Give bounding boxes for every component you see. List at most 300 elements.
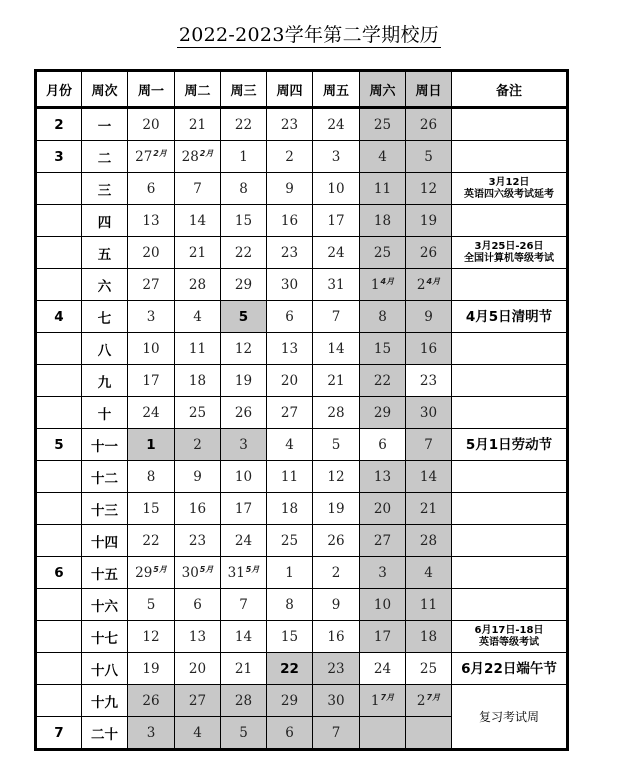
month-cell: 2 (36, 108, 82, 141)
day-number: 4 (424, 564, 433, 581)
day-number: 24 (142, 404, 160, 421)
day-number: 14 (188, 212, 207, 229)
calendar-title-text: 2022-2023学年第二学期校历 (178, 24, 440, 46)
day-cell (175, 685, 221, 717)
week-number-cell: 三 (82, 173, 128, 205)
day-cell (175, 621, 221, 653)
week-number-cell: 十三 (82, 493, 128, 525)
week-number-cell: 十五 (82, 557, 128, 589)
note-line: 3月25日-26日 (474, 240, 544, 252)
day-number: 3 (331, 148, 341, 165)
header-thu: 周四 (267, 71, 313, 108)
month-cell (36, 461, 82, 493)
day-cell (313, 429, 360, 461)
day-cell (406, 397, 452, 429)
note-cell (452, 557, 568, 589)
day-number: 9 (331, 596, 341, 613)
day-cell (128, 141, 175, 173)
month-marker: 2月 (153, 149, 167, 158)
day-number: 20 (280, 372, 299, 389)
week-number-cell: 八 (82, 333, 128, 365)
day-cell (128, 685, 175, 717)
day-number: 15 (280, 628, 299, 645)
week-number-cell: 十四 (82, 525, 128, 557)
note-cell (452, 301, 568, 333)
note-cell (452, 205, 568, 237)
day-cell (267, 237, 313, 269)
day-number: 3 (378, 564, 387, 581)
day-number: 19 (234, 372, 253, 389)
day-number: 27 (188, 692, 207, 709)
day-number: 28 (181, 149, 199, 165)
day-cell (221, 653, 267, 685)
day-number: 29 (280, 692, 299, 709)
day-cell (313, 205, 360, 237)
header-row (36, 71, 568, 108)
day-cell (175, 205, 221, 237)
day-cell (175, 301, 221, 333)
day-number: 2 (193, 436, 202, 453)
day-cell (406, 621, 452, 653)
day-number: 4 (193, 308, 202, 325)
day-number: 12 (142, 628, 160, 645)
week-row (36, 589, 568, 621)
day-number: 5 (146, 596, 156, 613)
week-number-cell: 十六 (82, 589, 128, 621)
week-number-cell: 五 (82, 237, 128, 269)
day-cell (406, 589, 452, 621)
day-number: 19 (142, 660, 160, 677)
day-number: 14 (419, 468, 438, 485)
day-number: 8 (378, 308, 387, 325)
day-number: 13 (188, 628, 207, 645)
day-number: 15 (373, 340, 392, 357)
day-number: 27 (142, 276, 160, 293)
note-cell (452, 493, 568, 525)
day-number: 2 (285, 148, 294, 165)
month-cell (36, 205, 82, 237)
day-cell (360, 653, 406, 685)
note-line: 3月12日 (488, 176, 530, 188)
day-cell (313, 173, 360, 205)
day-cell (267, 461, 313, 493)
day-cell (221, 237, 267, 269)
day-number: 7 (331, 308, 341, 325)
note-cell (452, 685, 568, 750)
day-cell (406, 653, 452, 685)
month-marker: 5月 (153, 565, 167, 574)
week-row (36, 141, 568, 173)
day-number: 13 (142, 212, 160, 229)
day-cell (360, 269, 406, 301)
day-number: 4 (378, 148, 387, 165)
day-cell (360, 621, 406, 653)
day-number: 21 (419, 500, 438, 517)
day-number: 10 (234, 468, 253, 485)
day-cell (406, 269, 452, 301)
day-cell (175, 557, 221, 589)
day-number: 10 (327, 180, 345, 197)
week-row (36, 173, 568, 205)
day-cell (267, 653, 313, 685)
day-cell (360, 557, 406, 589)
day-number: 1 (370, 693, 380, 709)
week-row (36, 557, 568, 589)
day-number: 9 (193, 468, 202, 485)
note-cell (452, 365, 568, 397)
day-cell (360, 717, 406, 750)
day-number: 2 (331, 564, 341, 581)
header-fri: 周五 (313, 71, 360, 108)
day-number: 6 (378, 436, 387, 453)
week-row (36, 493, 568, 525)
day-cell (360, 685, 406, 717)
note-cell (452, 589, 568, 621)
day-number: 26 (419, 244, 438, 261)
header-tue: 周二 (175, 71, 221, 108)
month-marker: 7月 (380, 693, 395, 702)
day-number: 19 (419, 212, 438, 229)
month-cell (36, 237, 82, 269)
day-cell (175, 365, 221, 397)
day-number: 26 (419, 116, 438, 133)
day-number: 1 (239, 148, 248, 165)
week-row (36, 333, 568, 365)
day-number: 17 (373, 628, 392, 645)
day-cell (175, 493, 221, 525)
day-number: 8 (146, 468, 156, 485)
month-marker: 5月 (245, 565, 260, 574)
header-mon: 周一 (128, 71, 175, 108)
month-cell (36, 397, 82, 429)
day-number: 1 (370, 277, 380, 293)
day-cell (221, 589, 267, 621)
day-number: 26 (142, 692, 160, 709)
day-number: 25 (373, 116, 392, 133)
day-number: 15 (234, 212, 253, 229)
day-cell (313, 461, 360, 493)
day-cell (313, 589, 360, 621)
day-number: 28 (234, 692, 253, 709)
note-cell (452, 333, 568, 365)
day-cell (313, 493, 360, 525)
day-cell (128, 653, 175, 685)
month-cell (36, 173, 82, 205)
month-cell: 5 (36, 429, 82, 461)
note-line: 全国计算机等级考试 (464, 252, 554, 264)
day-number: 6 (285, 724, 294, 741)
day-number: 23 (188, 532, 207, 549)
day-cell (406, 333, 452, 365)
day-number: 16 (327, 628, 345, 645)
day-cell (221, 525, 267, 557)
day-cell (175, 173, 221, 205)
day-cell (360, 205, 406, 237)
day-cell (128, 365, 175, 397)
day-cell (221, 685, 267, 717)
week-number-cell: 十八 (82, 653, 128, 685)
day-cell (267, 141, 313, 173)
day-cell (313, 333, 360, 365)
day-cell (128, 108, 175, 141)
day-number: 22 (280, 660, 299, 677)
note-line: 6月17日-18日 (474, 624, 544, 636)
day-cell (175, 429, 221, 461)
month-cell (36, 685, 82, 717)
day-cell (313, 237, 360, 269)
day-number: 28 (419, 532, 438, 549)
week-number-cell: 二 (82, 141, 128, 173)
day-cell (221, 557, 267, 589)
day-cell (267, 397, 313, 429)
day-number: 20 (373, 500, 392, 517)
week-number-cell: 六 (82, 269, 128, 301)
day-cell (313, 269, 360, 301)
month-cell: 4 (36, 301, 82, 333)
week-number-cell: 十二 (82, 461, 128, 493)
note-cell (452, 653, 568, 685)
week-number-cell: 九 (82, 365, 128, 397)
day-number: 31 (327, 276, 345, 293)
day-number: 6 (146, 180, 156, 197)
day-number: 12 (419, 180, 438, 197)
day-number: 25 (280, 532, 299, 549)
week-number-cell: 十七 (82, 621, 128, 653)
day-number: 3 (239, 436, 248, 453)
month-cell: 7 (36, 717, 82, 750)
day-cell (313, 301, 360, 333)
month-cell (36, 525, 82, 557)
day-number: 30 (181, 565, 199, 581)
day-cell (221, 173, 267, 205)
day-number: 23 (419, 372, 438, 389)
day-cell (128, 557, 175, 589)
day-number: 9 (285, 180, 294, 197)
day-number: 8 (239, 180, 248, 197)
day-number: 28 (327, 404, 345, 421)
day-number: 2 (416, 277, 426, 293)
month-cell: 6 (36, 557, 82, 589)
day-cell (267, 717, 313, 750)
day-cell (406, 141, 452, 173)
day-number: 29 (373, 404, 392, 421)
day-number: 24 (373, 660, 392, 677)
day-cell (221, 461, 267, 493)
day-cell (313, 365, 360, 397)
day-cell (313, 685, 360, 717)
week-row (36, 365, 568, 397)
day-cell (128, 397, 175, 429)
day-cell (267, 557, 313, 589)
day-number: 25 (373, 244, 392, 261)
day-cell (221, 269, 267, 301)
week-number-cell: 四 (82, 205, 128, 237)
day-cell (128, 589, 175, 621)
header-sat: 周六 (360, 71, 406, 108)
day-cell (313, 557, 360, 589)
day-number: 6 (193, 596, 202, 613)
day-number: 25 (188, 404, 207, 421)
day-number: 4 (193, 724, 202, 741)
header-month: 月份 (36, 71, 82, 108)
day-number: 6 (285, 308, 294, 325)
week-number-cell: 二十 (82, 717, 128, 750)
header-sun: 周日 (406, 71, 452, 108)
day-number: 30 (419, 404, 438, 421)
day-number: 7 (424, 436, 433, 453)
note-cell (452, 173, 568, 205)
month-cell (36, 269, 82, 301)
day-number: 21 (234, 660, 253, 677)
day-number: 1 (285, 564, 294, 581)
day-cell (175, 525, 221, 557)
day-number: 19 (327, 500, 345, 517)
day-cell (406, 429, 452, 461)
day-cell (360, 333, 406, 365)
day-cell (267, 621, 313, 653)
day-number: 25 (419, 660, 438, 677)
day-cell (221, 108, 267, 141)
day-number: 18 (188, 372, 207, 389)
day-number: 10 (142, 340, 160, 357)
day-number: 5 (424, 148, 433, 165)
day-cell (221, 333, 267, 365)
day-cell (175, 333, 221, 365)
note-cell (452, 141, 568, 173)
day-number: 20 (188, 660, 207, 677)
day-cell (313, 717, 360, 750)
day-number: 8 (285, 596, 294, 613)
day-cell (360, 461, 406, 493)
note-cell (452, 525, 568, 557)
day-cell (267, 365, 313, 397)
month-cell (36, 493, 82, 525)
day-number: 18 (419, 628, 438, 645)
note-line: 复习考试周 (478, 709, 539, 724)
day-number: 13 (280, 340, 299, 357)
week-row (36, 685, 568, 717)
week-row (36, 461, 568, 493)
day-cell (175, 397, 221, 429)
day-number: 23 (280, 116, 299, 133)
week-row (36, 301, 568, 333)
day-cell (175, 717, 221, 750)
day-cell (175, 141, 221, 173)
day-cell (221, 717, 267, 750)
header-notes: 备注 (452, 71, 568, 108)
day-cell (406, 525, 452, 557)
day-cell (267, 493, 313, 525)
week-row (36, 621, 568, 653)
day-number: 4 (285, 436, 294, 453)
day-number: 28 (188, 276, 207, 293)
day-cell (267, 173, 313, 205)
day-number: 3 (146, 308, 156, 325)
month-cell: 3 (36, 141, 82, 173)
day-cell (360, 397, 406, 429)
note-line: 5月1日劳动节 (465, 436, 553, 453)
note-cell (452, 269, 568, 301)
school-calendar-table (34, 69, 569, 751)
day-cell (267, 589, 313, 621)
day-number: 13 (373, 468, 392, 485)
day-number: 16 (188, 500, 207, 517)
day-number: 5 (238, 308, 249, 325)
day-cell (406, 365, 452, 397)
week-number-cell: 七 (82, 301, 128, 333)
day-number: 12 (327, 468, 345, 485)
day-cell (175, 589, 221, 621)
day-number: 11 (419, 596, 438, 613)
note-cell (452, 108, 568, 141)
day-cell (406, 173, 452, 205)
week-number-cell: 十一 (82, 429, 128, 461)
day-number: 7 (239, 596, 248, 613)
day-number: 24 (234, 532, 253, 549)
day-cell (360, 365, 406, 397)
month-marker: 4月 (426, 277, 441, 286)
calendar-title (0, 20, 618, 47)
day-cell (406, 461, 452, 493)
note-cell (452, 397, 568, 429)
day-number: 22 (234, 116, 253, 133)
day-cell (221, 397, 267, 429)
month-cell (36, 653, 82, 685)
month-marker: 4月 (380, 277, 395, 286)
day-number: 24 (327, 116, 345, 133)
month-cell (36, 333, 82, 365)
day-cell (267, 205, 313, 237)
day-cell (406, 493, 452, 525)
month-marker: 2月 (199, 149, 214, 158)
day-cell (313, 653, 360, 685)
note-cell (452, 429, 568, 461)
day-cell (267, 333, 313, 365)
day-number: 22 (373, 372, 392, 389)
month-cell (36, 589, 82, 621)
day-number: 20 (142, 116, 160, 133)
day-number: 26 (234, 404, 253, 421)
day-number: 29 (135, 565, 153, 581)
day-number: 30 (280, 276, 299, 293)
week-row (36, 653, 568, 685)
day-number: 14 (327, 340, 345, 357)
day-cell (221, 141, 267, 173)
day-cell (406, 685, 452, 717)
day-number: 18 (373, 212, 392, 229)
day-cell (128, 301, 175, 333)
week-row (36, 108, 568, 141)
day-cell (360, 525, 406, 557)
day-number: 31 (227, 565, 245, 581)
day-number: 22 (142, 532, 160, 549)
day-cell (267, 269, 313, 301)
header-wed: 周三 (221, 71, 267, 108)
day-number: 7 (193, 180, 202, 197)
day-number: 27 (135, 149, 153, 165)
day-cell (128, 269, 175, 301)
day-number: 23 (280, 244, 299, 261)
day-cell (128, 461, 175, 493)
day-number: 3 (146, 724, 156, 741)
header-week: 周次 (82, 71, 128, 108)
month-cell (36, 621, 82, 653)
day-number: 26 (327, 532, 345, 549)
day-cell (221, 621, 267, 653)
day-number: 5 (331, 436, 341, 453)
day-number: 18 (280, 500, 299, 517)
day-number: 16 (419, 340, 438, 357)
